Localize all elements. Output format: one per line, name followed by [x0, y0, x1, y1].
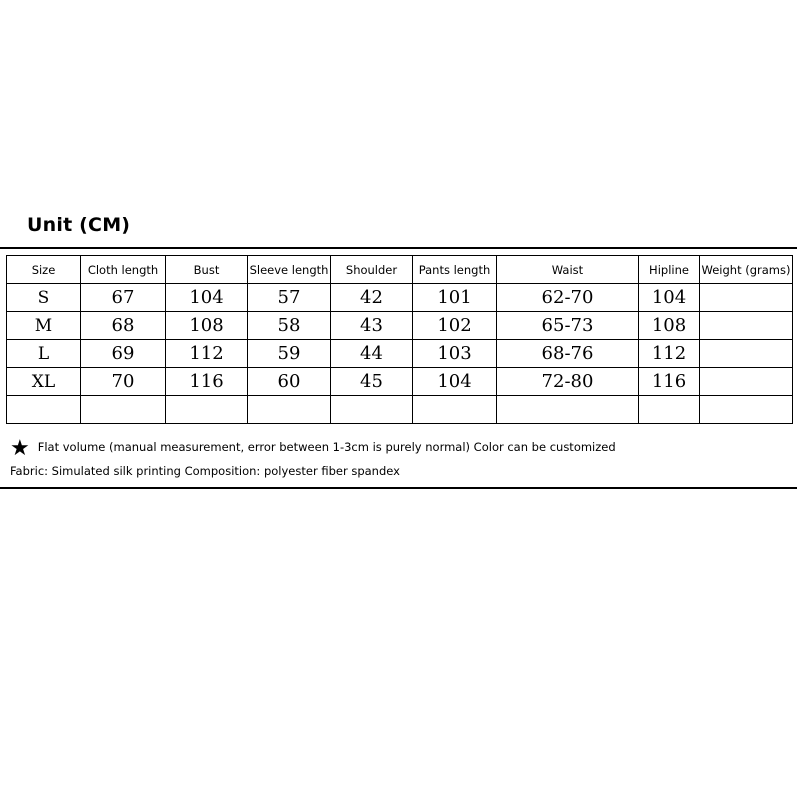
- cell-bust: 104: [166, 284, 248, 312]
- table-row: [7, 284, 793, 312]
- cell-pants-length: 104: [413, 368, 497, 396]
- cell-size: S: [7, 284, 81, 312]
- cell-sleeve-length: [248, 396, 331, 424]
- cell-bust: 108: [166, 312, 248, 340]
- header-pants-length: Pants length: [413, 256, 497, 284]
- cell-size: L: [7, 340, 81, 368]
- cell-pants-length: [413, 396, 497, 424]
- size-chart-table: [6, 255, 793, 424]
- cell-weight: [700, 340, 793, 368]
- cell-hipline: 108: [639, 312, 700, 340]
- cell-pants-length: 101: [413, 284, 497, 312]
- table-row: [7, 312, 793, 340]
- header-sleeve-length: Sleeve length: [248, 256, 331, 284]
- cell-hipline: 104: [639, 284, 700, 312]
- measurement-note: [10, 436, 616, 461]
- cell-pants-length: 102: [413, 312, 497, 340]
- cell-hipline: 116: [639, 368, 700, 396]
- cell-cloth-length: [81, 396, 166, 424]
- cell-waist: 62-70: [497, 284, 639, 312]
- cell-weight: [700, 312, 793, 340]
- cell-shoulder: 43: [331, 312, 413, 340]
- cell-cloth-length: 67: [81, 284, 166, 312]
- cell-hipline: 112: [639, 340, 700, 368]
- cell-size: M: [7, 312, 81, 340]
- header-bust: Bust: [166, 256, 248, 284]
- cell-weight: [700, 284, 793, 312]
- cell-weight: [700, 396, 793, 424]
- cell-size: [7, 396, 81, 424]
- header-size: Size: [7, 256, 81, 284]
- table-row: [7, 340, 793, 368]
- cell-shoulder: [331, 396, 413, 424]
- cell-sleeve-length: 57: [248, 284, 331, 312]
- header-weight: Weight (grams): [700, 256, 793, 284]
- measurement-note-text: Flat volume (manual measurement, error between 1-3cm is purely normal) Color can be customized: [37, 440, 616, 454]
- star-icon: ★: [10, 436, 30, 461]
- header-shoulder: Shoulder: [331, 256, 413, 284]
- table-header-row: [7, 256, 793, 284]
- table-row: [7, 368, 793, 396]
- cell-sleeve-length: 60: [248, 368, 331, 396]
- cell-bust: 116: [166, 368, 248, 396]
- cell-waist: [497, 396, 639, 424]
- cell-waist: 72-80: [497, 368, 639, 396]
- cell-hipline: [639, 396, 700, 424]
- header-hipline: Hipline: [639, 256, 700, 284]
- cell-cloth-length: 69: [81, 340, 166, 368]
- table-row: [7, 396, 793, 424]
- cell-weight: [700, 368, 793, 396]
- cell-sleeve-length: 59: [248, 340, 331, 368]
- cell-size: XL: [7, 368, 81, 396]
- header-cloth-length: Cloth length: [81, 256, 166, 284]
- header-waist: Waist: [497, 256, 639, 284]
- cell-cloth-length: 70: [81, 368, 166, 396]
- cell-sleeve-length: 58: [248, 312, 331, 340]
- cell-shoulder: 45: [331, 368, 413, 396]
- fabric-note: Fabric: Simulated silk printing Composition: polyester fiber spandex: [10, 464, 400, 478]
- cell-waist: 68-76: [497, 340, 639, 368]
- cell-bust: [166, 396, 248, 424]
- cell-shoulder: 44: [331, 340, 413, 368]
- cell-pants-length: 103: [413, 340, 497, 368]
- cell-cloth-length: 68: [81, 312, 166, 340]
- page-title: Unit (CM): [27, 214, 131, 236]
- cell-bust: 112: [166, 340, 248, 368]
- cell-shoulder: 42: [331, 284, 413, 312]
- cell-waist: 65-73: [497, 312, 639, 340]
